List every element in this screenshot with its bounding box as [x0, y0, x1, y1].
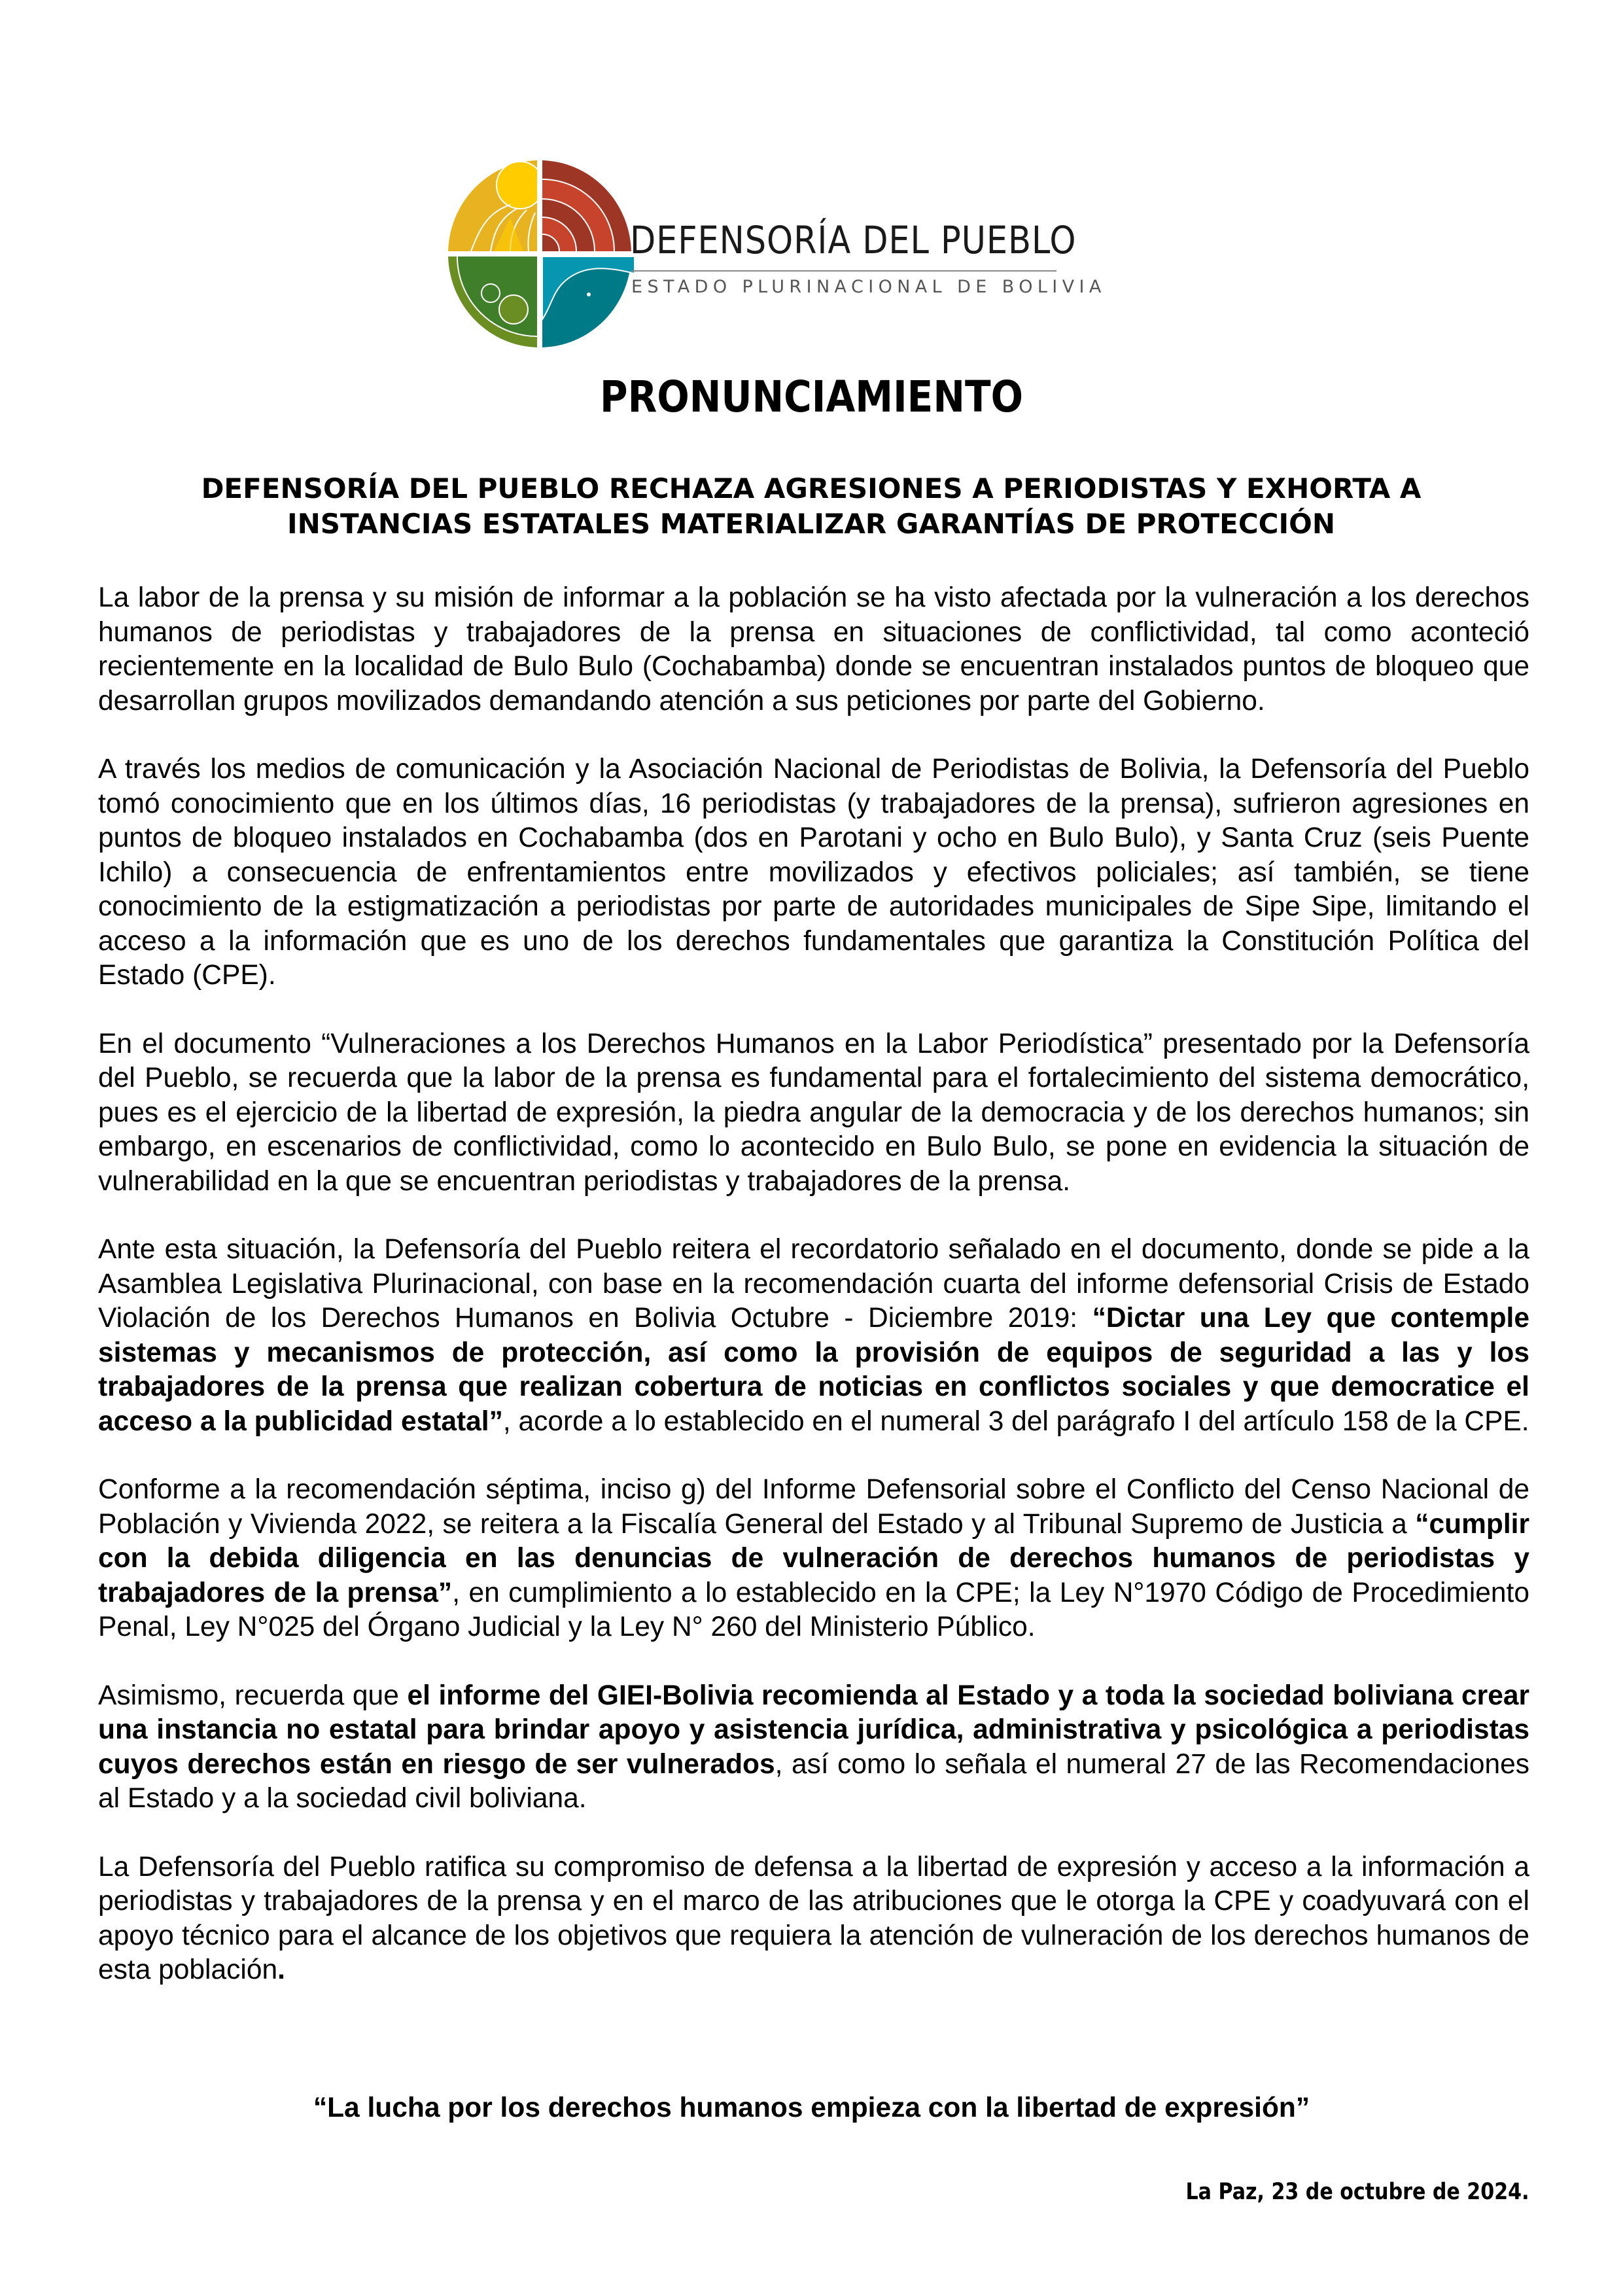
body-paragraph: [98, 1027, 1529, 1199]
paragraph-text: La Defensoría del Pueblo ratifica su compromiso de defensa a la libertad de expresión y acceso a la información a periodistas y trabajadores de la prensa y en el marco de las atribuciones que le otorga la CPE y coadyuvará con el apoyo técnico para el alcance de los objetivos que requiera la atención de vulneración de los derechos humanos de esta población: [98, 1851, 1529, 1985]
place-and-date: La Paz, 23 de octubre de 2024.: [1185, 2179, 1529, 2205]
paragraph-text: Conforme a la recomendación séptima, inciso g) del Informe Defensorial sobre el Conflicto del Censo Nacional de Población y Vivienda 2022, se reitera a la Fiscalía General del Estado y al Tribunal Supremo de Justicia a: [98, 1474, 1529, 1540]
closing-quote: “La lucha por los derechos humanos empieza con la libertad de expresión”: [313, 2093, 1310, 2123]
subtitle-line: DEFENSORÍA DEL PUEBLO RECHAZA AGRESIONES A PERIODISTAS Y EXHORTA A: [201, 472, 1422, 504]
paragraph-text: Asimismo, recuerda que: [98, 1680, 408, 1711]
body-paragraph: [98, 581, 1529, 718]
paragraph-text: , acorde a lo establecido en el numeral 3 del parágrafo I del artículo 158 de la CPE.: [502, 1405, 1529, 1437]
paragraph-text: En el documento “Vulneraciones a los Derechos Humanos en la Labor Periodística” presentado por la Defensoría del Pueblo, se recuerda que la labor de la prensa es fundamental para el fortalecimiento del sistema democrático, pues es el ejercicio de la libertad de expresión, la piedra angular de la democracia y de los derechos humanos; sin embargo, en escenarios de conflictividad, como lo acontecido en Bulo Bulo, se pone en evidencia la situación de vulnerabilidad en la que se encuentran periodistas y trabajadores de la prensa.: [98, 1028, 1529, 1197]
logo-subtitle: ESTADO PLURINACIONAL DE BOLIVIA: [631, 277, 1106, 297]
document-subtitle: [98, 471, 1524, 542]
body-paragraph: [98, 752, 1529, 993]
paragraph-text: A través los medios de comunicación y la Asociación Nacional de Periodistas de Bolivia, la Defensoría del Pueblo tomó conocimiento que en los últimos días, 16 periodistas (y trabajadores de la prensa), sufrieron agresiones en puntos de bloqueo instalados en Cochabamba (dos en Parotani y ocho en Bulo Bulo), y Santa Cruz (seis Puente Ichilo) a consecuencia de enfrentamientos entre movilizados y efectivos policiales; así también, se tiene conocimiento de la estigmatización a periodistas por parte de autoridades municipales de Sipe Sipe, limitando el acceso a la información que es uno de los derechos fundamentales que garantiza la Constitución Política del Estado (CPE).: [98, 754, 1529, 991]
logo-emblem-icon: [445, 159, 635, 349]
paragraph-text: , en cumplimiento a lo establecido en la CPE; la Ley N°1970 Código de Procedimiento Penal, Ley N°025 del Órgano Judicial y la Ley N° 260 del Ministerio Público.: [98, 1577, 1529, 1642]
subtitle-line: INSTANCIAS ESTATALES MATERIALIZAR GARANTÍAS DE PROTECCIÓN: [287, 508, 1335, 540]
paragraph-text: La labor de la prensa y su misión de informar a la población se ha visto afectada por la vulneración a los derechos humanos de periodistas y trabajadores de la prensa en situaciones de conflictividad, tal como aconteció recientemente en la localidad de Bulo Bulo (Cochabamba) donde se encuentran instalados puntos de bloqueo que desarrollan grupos movilizados demandando atención a sus peticiones por parte del Gobierno.: [98, 582, 1529, 716]
logo-title: DEFENSORÍA DEL PUEBLO: [630, 218, 1077, 262]
emphasized-text: “Dictar una Ley que contemple sistemas y mecanismos de protección, así como la provisión de equipos de seguridad a las y los trabajadores de la prensa que realizan cobertura de noticias en conflictos sociales y que democratice el acceso a la publicidad estatal”: [98, 1303, 1529, 1437]
paragraph-text: Ante esta situación, la Defensoría del Pueblo reitera el recordatorio señalado en el documento, donde se pide a la Asamblea Legislativa Plurinacional, con base en la recomendación cuarta del informe defensorial Crisis de Estado Violación de los Derechos Humanos en Bolivia Octubre - Diciembre 2019:: [98, 1234, 1529, 1333]
emphasized-text: el informe del GIEI-Bolivia recomienda al Estado y a toda la sociedad boliviana crear una instancia no estatal para brindar apoyo y asistencia jurídica, administrativa y psicológica a periodistas cuyos derechos están en riesgo de ser vulnerados: [98, 1680, 1529, 1780]
body-paragraph: [98, 1473, 1529, 1645]
emphasized-text: .: [277, 1954, 285, 1985]
body-paragraph: [98, 1850, 1529, 1988]
body-paragraph: [98, 1679, 1529, 1816]
body-paragraph: [98, 1233, 1529, 1439]
institution-logo: [445, 159, 1106, 349]
emphasized-text: “cumplir con la debida diligencia en las denuncias de vulneración de derechos humanos de periodistas y trabajadores de la prensa”: [98, 1508, 1529, 1608]
logo-divider: [631, 270, 1056, 272]
paragraph-text: , así como lo señala el numeral 27 de las Recomendaciones al Estado y a la sociedad civil boliviana.: [98, 1748, 1529, 1814]
document-title: PRONUNCIAMIENTO: [600, 372, 1023, 422]
document-body: [98, 581, 1529, 2022]
